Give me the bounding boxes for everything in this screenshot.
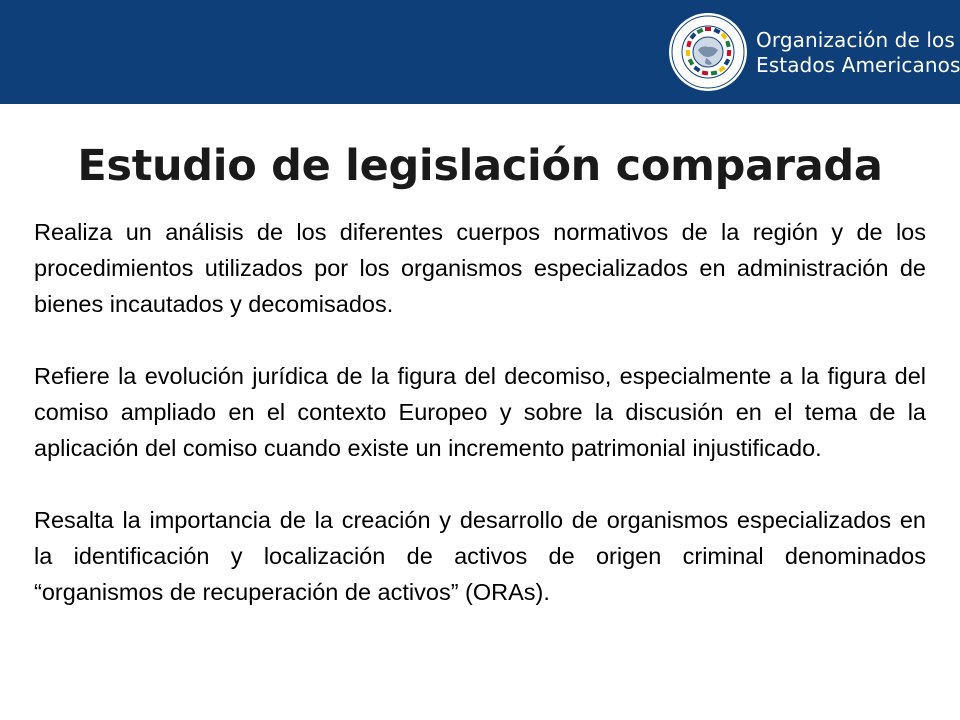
org-name-line-1: Organización de los (756, 28, 955, 52)
org-name-line-2: Estados Americanos (756, 53, 960, 77)
paragraph-2: Refiere la evolución jurídica de la figura del decomiso, especialmente a la figura del comiso ampliado en el contexto Europeo y sobre la discusión en el tema de la aplicación del comiso cuando existe un incremento patrimonial injustificado. (34, 363, 926, 461)
slide-body (34, 214, 926, 610)
header-bar (0, 0, 960, 104)
organization-name (756, 28, 960, 78)
oas-seal-icon (668, 12, 748, 92)
slide-title: Estudio de legislación comparada (77, 141, 883, 191)
paragraph-1: Realiza un análisis de los diferentes cuerpos normativos de la región y de los procedimientos utilizados por los organismos especializados en administración de bienes incautados y decomisados. (34, 219, 926, 317)
paragraph-3: Resalta la importancia de la creación y desarrollo de organismos especializados en la identificación y localización de activos de origen criminal denominados “organismos de recuperación de activos” (ORAs). (34, 507, 926, 605)
